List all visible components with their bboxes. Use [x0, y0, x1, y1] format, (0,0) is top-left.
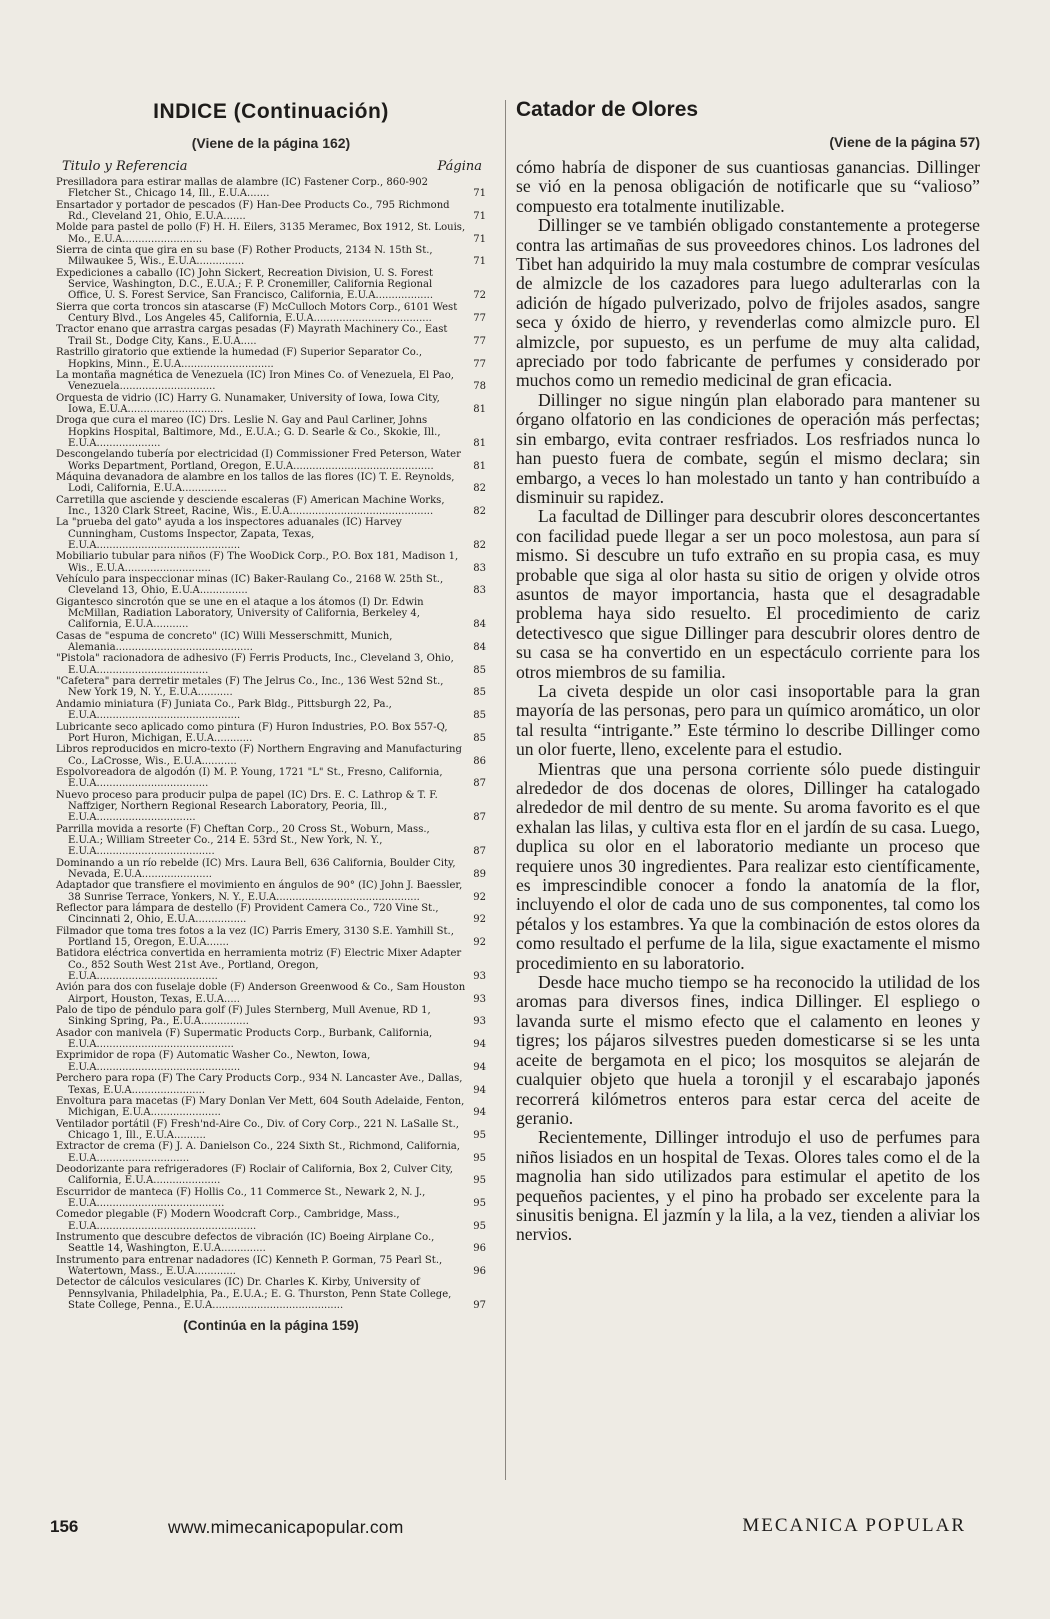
index-entry-page: 95	[473, 1175, 486, 1187]
index-entry-page: 95	[473, 1197, 486, 1209]
index-entry	[56, 926, 486, 949]
index-entry-page: 82	[473, 540, 486, 551]
article-continued-from: (Viene de la página 57)	[829, 134, 980, 150]
index-entry-page: 93	[473, 971, 486, 983]
index-entry-text: Comedor plegable (F) Modern Woodcraft Corp., Cambridge, Mass., E.U.A..................................................	[56, 1209, 400, 1232]
index-entry-text: Casas de "espuma de concreto" (IC) Willi Messerschmitt, Munich, Alemania...........................................	[56, 630, 393, 654]
index-entry	[56, 948, 486, 982]
index-entry-text: Instrumento para entrenar nadadores (IC) Kenneth P. Gorman, 75 Pearl St., Watertown, Mass., E.U.A.............	[56, 1254, 443, 1277]
article-paragraph: Dillinger no sigue ningún plan elaborado para mantener su órgano olfatorio en las condiciones de operación más perfectas; sin embargo, evita contraer resfriados. Los resfriados nunca lo han puesto fuera de combate, según el mismo declara; sin embargo, a veces lo han molestado un tanto y han contribuído a disminuir su rapidez.	[516, 389, 980, 507]
index-entry	[56, 370, 486, 393]
index-header-title: Titulo y Referencia	[62, 159, 188, 174]
index-entry	[56, 880, 486, 903]
index-entry-page: 92	[473, 914, 486, 926]
index-entry-text: Expediciones a caballo (IC) John Sickert, Recreation Division, U. S. Forest Service, Washington, D.C., E.U.A.; F. P. Cronemiller, California Regional Office, U. S. Forest Service, San Francisco, California, E.U.A..................	[56, 267, 434, 302]
index-entry-page: 94	[473, 1107, 486, 1119]
index-entry-text: Asador con manivela (F) Supermatic Products Corp., Burbank, California, E.U.A...........................................	[56, 1027, 433, 1051]
index-entry	[56, 858, 486, 881]
page-number: 156	[50, 1517, 79, 1536]
index-entry	[56, 1096, 486, 1119]
index-entry-page: 81	[473, 460, 486, 472]
index-entry	[56, 302, 486, 325]
index-entry-text: Palo de tipo de péndulo para golf (F) Jules Sternberg, Mull Avenue, RD 1, Sinking Spring, Pa., E.U.A...............	[56, 1005, 431, 1028]
article-column	[516, 98, 980, 1245]
index-entry-text: Deodorizante para refrigeradores (F) Roclair of California, Box 2, Culver City, California, E.U.A.....................	[56, 1163, 453, 1187]
index-entry	[56, 1277, 486, 1311]
index-entry-text: Orquesta de vidrio (IC) Harry G. Nunamaker, University of Iowa, Iowa City, Iowa, E.U.A..............................	[56, 392, 440, 415]
index-entry-text: Dominando a un río rebelde (IC) Mrs. Laura Bell, 636 California, Boulder City, Nevada, E.U.A......................	[56, 857, 456, 880]
index-entry-text: Adaptador que transfiere el movimiento en ángulos de 90° (IC) John J. Baessler, 38 Sunrise Terrace, Yonkers, N. Y., E.U.A.............................................	[56, 880, 463, 903]
index-entry-page: 84	[473, 619, 486, 631]
article-paragraph: La civeta despide un olor casi insoportable para la gran mayoría de las personas, pero para un químico aromático, un olor tal resulta “intrigante.” Este término lo describe Dillinger como un olor fuerte, lleno, excelente para el estudio.	[516, 680, 980, 760]
index-entry-page: 93	[473, 1016, 486, 1028]
index-entry-page: 71	[473, 256, 486, 268]
index-entry	[56, 597, 486, 631]
index-entry-text: Descongelando tubería por electricidad (I) Commissioner Fred Peterson, Water Works Department, Portland, Oregon, E.U.A............................................	[56, 449, 461, 472]
index-entry-page: 82	[473, 483, 486, 495]
index-entry-text: Gigantesco sincrotón que se une en el ataque a los átomos (I) Dr. Edwin McMillan, Radiation Laboratory, University of California, Berkeley 4, California, E.U.A...........	[56, 596, 424, 631]
index-entry	[56, 1005, 486, 1028]
index-entry-text: Instrumento que descubre defectos de vibración (IC) Boeing Airplane Co., Seattle 14, Washington, E.U.A..............	[56, 1231, 435, 1255]
index-entry-page: 77	[473, 358, 486, 370]
index-entry-text: Lubricante seco aplicado como pintura (F) Huron Industries, P.O. Box 557-Q, Port Huron, Michigan, E.U.A............	[56, 721, 448, 744]
index-entry-page: 85	[473, 710, 486, 722]
index-entry-page: 83	[473, 585, 486, 597]
index-entry-page: 85	[473, 687, 486, 699]
index-entry	[56, 1119, 486, 1142]
index-entry-page: 96	[473, 1266, 486, 1277]
magazine-name: MECANICA POPULAR	[742, 1515, 966, 1536]
index-entry	[56, 1028, 486, 1051]
index-entry	[56, 1187, 486, 1210]
index-entry-page: 77	[473, 335, 486, 347]
index-entry-page: 87	[473, 846, 486, 858]
index-entry-page: 81	[473, 403, 486, 415]
index-entry-page: 72	[473, 290, 486, 302]
index-entry-text: Parrilla movida a resorte (F) Cheftan Corp., 20 Cross St., Woburn, Mass., E.U.A.; William Streeter Co., 214 E. 53rd St., New York, N. Y., E.U.A.....................................	[56, 823, 430, 858]
index-entry	[56, 1255, 486, 1278]
index-continued-from: (Viene de la página 162)	[191, 135, 351, 151]
index-entry	[56, 449, 486, 472]
index-entry-text: Mobiliario tubular para niños (F) The WooDick Corp., P.O. Box 181, Madison 1, Wis., E.U.A...........................	[56, 551, 459, 574]
index-entry-page: 82	[473, 505, 486, 517]
article-body	[516, 158, 980, 1245]
index-entry	[56, 222, 486, 245]
index-entry	[56, 517, 486, 551]
index-entry-text: La montaña magnética de Venezuela (IC) Iron Mines Co. of Venezuela, El Pao, Venezuela..............................	[56, 369, 455, 393]
index-entry	[56, 200, 486, 223]
index-entry-text: Molde para pastel de pollo (F) H. H. Eilers, 3135 Meramec, Box 1912, St. Louis, Mo., E.U.A.........................	[56, 222, 466, 245]
article-paragraph: cómo habría de disponer de sus cuantiosas ganancias. Dillinger se vió en la penosa obligación de notificarle que su “valioso” compuesto era totalmente inutilizable.	[516, 157, 980, 216]
index-entry	[56, 824, 486, 858]
index-entry-page: 94	[473, 1084, 486, 1096]
index-entry	[56, 495, 486, 518]
index-entry	[56, 245, 486, 268]
index-entry	[56, 393, 486, 416]
index-entry	[56, 790, 486, 824]
index-entry-page: 95	[473, 1152, 486, 1164]
index-entry-text: Droga que cura el mareo (IC) Drs. Leslie N. Gay and Paul Carliner, Johns Hopkins Hospital, Baltimore, Md., E.U.A.; G. D. Searle & Co., Skokie, Ill., E.U.A....................	[56, 415, 441, 449]
column-divider	[505, 100, 506, 1480]
index-entry	[56, 177, 486, 200]
index-entry-page: 85	[473, 664, 486, 676]
index-entry-text: Nuevo proceso para producir pulpa de papel (IC) Drs. E. C. Lathrop & T. F. Naffziger, Northern Regional Research Laboratory, Peoria, Ill., E.U.A...............................	[56, 789, 438, 824]
index-entry-page: 77	[473, 313, 486, 325]
article-paragraph: Desde hace mucho tiempo se ha reconocido la utilidad de los aromas para diversos fines, indica Dillinger. El espliego o lavanda surte el mismo efecto que el calamento en leones y tigres; los pájaros silvestres pueden domesticarse si se les unta aceite de bergamota en el pico; los mosquitos se alejarán de cualquier objeto que huela a toronjil y el escarabajo japonés recorrerá kilómetros enteros para estar cerca del aceite de geranio.	[516, 972, 980, 1128]
index-entry-page: 81	[473, 437, 486, 449]
index-entry-text: Máquina devanadora de alambre en los tallos de las flores (IC) T. E. Reynolds, Lodi, California, E.U.A..............	[56, 471, 455, 495]
index-entry-page: 94	[473, 1061, 486, 1073]
index-entry-text: Batidora eléctrica convertida en herramienta motriz (F) Electric Mixer Adapter Co., 852 South West 21st Ave., Portland, Oregon, E.U.A......................................	[56, 948, 462, 983]
index-entry-page: 92	[473, 891, 486, 903]
index-entry-text: Detector de cálculos vesiculares (IC) Dr. Charles K. Kirby, University of Pennsylvania, Philadelphia, Pa., E.U.A.; E. G. Thurston, Penn State College, State College, Penna., E.U.A.........................................	[56, 1277, 452, 1312]
article-paragraph: La facultad de Dillinger para descubrir olores desconcertantes con facilidad puede llegar a ser un poco molestosa, aun para sí mismo. Si descubre un tufo extraño en su propia casa, es muy probable que siga al olor hasta su sitio de origen y olvide otros asuntos de mayor importancia, hasta que el desagradable problema haya sido resuelto. El procedimiento de cariz detectivesco que sigue Dillinger para descubrir olores dentro de su casa se ha convertido en un espectáculo corriente para los otros miembros de su familia.	[516, 506, 980, 682]
index-entry	[56, 574, 486, 597]
index-entry-text: Exprimidor de ropa (F) Automatic Washer Co., Newton, Iowa, E.U.A.............................................	[56, 1050, 371, 1073]
index-entry	[56, 415, 486, 449]
index-entry-page: 97	[473, 1300, 486, 1312]
index-entry-text: Ventilador portátil (F) Fresh'nd-Aire Co., Div. of Cory Corp., 221 N. LaSalle St., Chicago 1, Ill., E.U.A..........	[56, 1118, 459, 1141]
index-entry	[56, 722, 486, 745]
index-entry-text: Escurridor de manteca (F) Hollis Co., 11 Commerce St., Newark 2, N. J., E.U.A........................................	[56, 1186, 426, 1209]
article-title: Catador de Olores	[516, 98, 699, 121]
index-entry	[56, 347, 486, 370]
website-watermark: www.mimecanicapopular.com	[168, 1517, 404, 1537]
index-entry	[56, 631, 486, 654]
index-continued-to: (Continúa en la página 159)	[183, 1318, 359, 1334]
index-entry	[56, 1050, 486, 1073]
index-entry-text: Envoltura para macetas (F) Mary Donlan Ver Mett, 604 South Adelaide, Fenton, Michigan, E.U.A......................	[56, 1095, 465, 1119]
index-title: INDICE (Continuación)	[153, 100, 389, 123]
index-entry	[56, 767, 486, 790]
index-entry-page: 87	[473, 778, 486, 790]
index-entry-text: Reflector para lámpara de destello (F) Provident Camera Co., 720 Vine St., Cincinnati 2, Ohio, E.U.A................	[56, 903, 439, 926]
index-entry-page: 85	[473, 732, 486, 744]
index-header-page: Página	[437, 159, 482, 174]
index-entry-page: 92	[473, 937, 486, 949]
index-entry	[56, 472, 486, 495]
index-entry-page: 84	[473, 642, 486, 654]
index-entry-page: 89	[473, 868, 486, 880]
index-entry-page: 95	[473, 1129, 486, 1141]
index-entry-page: 93	[473, 993, 486, 1005]
index-entry	[56, 982, 486, 1005]
index-column	[56, 100, 486, 1333]
index-entry	[56, 699, 486, 722]
index-entry-text: Rastrillo giratorio que extiende la humedad (F) Superior Separator Co., Hopkins, Minn., E.U.A.............................	[56, 347, 423, 370]
index-entry-text: Extractor de crema (F) J. A. Danielson Co., 224 Sixth St., Richmond, California, E.U.A.............................	[56, 1141, 460, 1164]
index-entries	[56, 177, 486, 1311]
index-entry-page: 86	[473, 755, 486, 767]
index-entry-page: 71	[473, 188, 486, 200]
article-paragraph: Dillinger se ve también obligado constantemente a protegerse contra las artimañas de sus proveedores chinos. Los ladrones del Tibet han adquirido la muy mala costumbre de comprar vesículas de almizcle de los cazadores para luego adulterarlas con la adición de hígado pulverizado, polvo de frijoles asados, sangre seca y óxido de hierro, y revenderlas como almizcle puro. El almizcle, por supuesto, es un perfume de muy alta calidad, apreciado por todo fabricante de perfumes y considerado por muchos como un remedio medicinal de gran eficacia.	[516, 215, 980, 391]
index-entry	[56, 676, 486, 699]
index-entry-page: 78	[473, 381, 486, 393]
index-entry-page: 83	[473, 562, 486, 574]
index-entry-text: Andamio miniatura (F) Juniata Co., Park Bldg., Pittsburgh 22, Pa., E.U.A.............................................	[56, 698, 392, 722]
index-entry-page: 95	[473, 1220, 486, 1232]
index-entry-text: Sierra que corta troncos sin atascarse (F) McCulloch Motors Corp., 6101 West Century Blvd., Los Angeles 45, California, E.U.A.....................................	[56, 301, 458, 325]
index-entry	[56, 903, 486, 926]
index-entry	[56, 653, 486, 676]
index-column-headers	[62, 159, 482, 174]
index-entry	[56, 551, 486, 574]
index-entry-page: 71	[473, 211, 486, 223]
index-entry-text: Libros reproducidos en micro-texto (F) Northern Engraving and Manufacturing Co., LaCrosse, Wis., E.U.A...........	[56, 744, 462, 767]
index-entry-page: 87	[473, 812, 486, 824]
index-entry-text: Avión para dos con fuselaje doble (F) Anderson Greenwood & Co., Sam Houston Airport, Houston, Texas, E.U.A.....	[56, 982, 466, 1005]
index-entry-text: "Pistola" racionadora de adhesivo (F) Ferris Products, Inc., Cleveland 3, Ohio, E.U.A...................................	[56, 653, 454, 676]
index-entry	[56, 1209, 486, 1232]
index-entry	[56, 1232, 486, 1255]
index-entry-text: Espolvoreadora de algodón (I) M. P. Young, 1721 "L" St., Fresno, California, E.U.A...................................	[56, 766, 443, 790]
index-entry	[56, 1073, 486, 1096]
index-entry-text: Sierra de cinta que gira en su base (F) Rother Products, 2134 N. 15th St., Milwaukee 5, Wis., E.U.A...............	[56, 245, 433, 268]
index-entry-text: La "prueba del gato" ayuda a los inspectores aduanales (IC) Harvey Cunningham, Customs Inspector, Zapata, Texas, E.U.A.............................................	[56, 517, 402, 551]
index-entry-page: 96	[473, 1243, 486, 1255]
index-entry	[56, 268, 486, 302]
index-entry	[56, 1164, 486, 1187]
index-entry-text: Vehículo para inspeccionar minas (IC) Baker-Raulang Co., 2168 W. 25th St., Cleveland 13, Ohio, E.U.A...............	[56, 574, 444, 597]
index-entry	[56, 1141, 486, 1164]
index-entry-text: Perchero para ropa (F) The Cary Products Corp., 934 N. Lancaster Ave., Dallas, Texas, E.U.A.......................	[56, 1073, 463, 1096]
index-entry-text: Tractor enano que arrastra cargas pesadas (F) Mayrath Machinery Co., East Trail St., Dodge City, Kans., E.U.A.....	[56, 324, 448, 347]
index-entry-text: "Cafetera" para derretir metales (F) The Jelrus Co., Inc., 136 West 52nd St., New York 19, N. Y., E.U.A...........	[56, 676, 444, 699]
article-paragraph: Mientras que una persona corriente sólo puede distinguir alrededor de dos docenas de olores, Dillinger ha catalogado alrededor de mil dentro de su mente. Su aroma favorito es el que exhalan las lilas, y cultiva esta flor en el jardín de su casa. Luego, duplica su olor en el laboratorio mediante un proceso que requiere unos 30 ingredientes. Para realizar esto científicamente, es imprescindible conocer a fondo la anatomía de la flor, incluyendo el olor de cada uno de sus componentes, tal como los pétalos y los estambres. Ya que la combinación de estos olores da como resultado el perfume de la lila, sigue exactamente el mismo procedimiento en su laboratorio.	[516, 758, 980, 973]
index-entry-text: Carretilla que asciende y desciende escaleras (F) American Machine Works, Inc., 1320 Clark Street, Racine, Wis., E.U.A.............................................	[56, 494, 445, 517]
index-entry-text: Filmador que toma tres fotos a la vez (IC) Parris Emery, 3130 S.E. Yamhill St., Portland 15, Oregon, E.U.A.......	[56, 925, 454, 949]
index-entry-page: 94	[473, 1039, 486, 1051]
index-entry-text: Presilladora para estirar mallas de alambre (IC) Fastener Corp., 860-902 Fletcher St., Chicago 14, Ill., E.U.A.......	[56, 177, 429, 200]
index-entry-page: 71	[473, 233, 486, 245]
article-paragraph: Recientemente, Dillinger introdujo el uso de perfumes para niños lisiados en un hospital de Texas. Olores tales como el de la magnolia han sido utilizados para estimular el apetito de los pequeños pacientes, y el pino ha probado ser excelente para la sinusitis benigna. El jazmín y la lila, a la vez, tienden a aliviar los nervios.	[516, 1127, 980, 1245]
index-entry	[56, 744, 486, 767]
index-entry	[56, 324, 486, 347]
index-entry-text: Ensartador y portador de pescados (F) Han-Dee Products Co., 795 Richmond Rd., Cleveland 21, Ohio, E.U.A.......	[56, 199, 450, 223]
